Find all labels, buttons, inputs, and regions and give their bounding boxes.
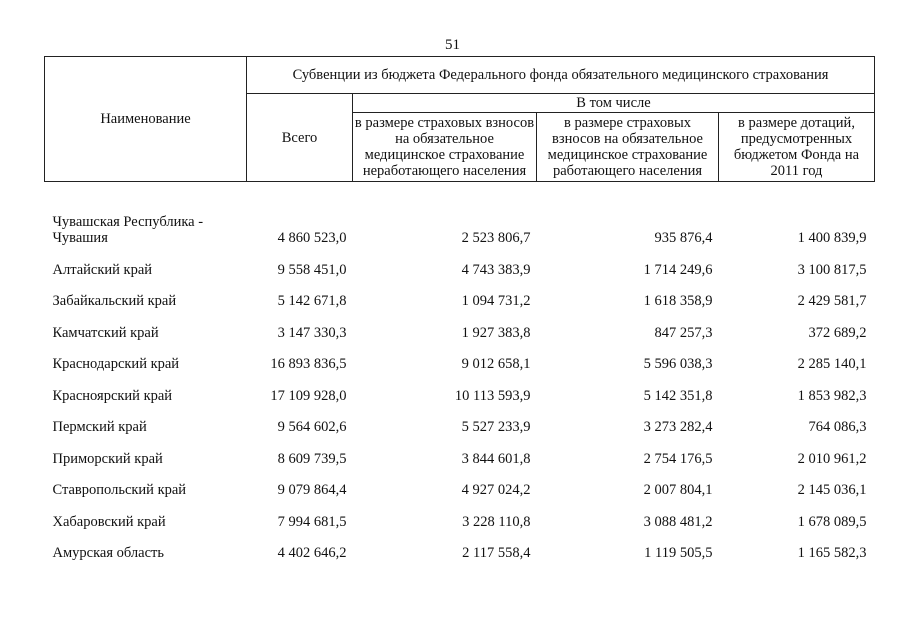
value-nonworking: 5 527 233,9	[461, 419, 531, 435]
header-including: В том числе	[353, 94, 875, 113]
table-row	[45, 498, 875, 530]
value-subsidies: 1 165 582,3	[797, 545, 867, 561]
value-subsidies: 1 678 089,5	[797, 513, 867, 530]
value-subsidies: 3 100 817,5	[797, 261, 867, 278]
value-total: 5 142 671,8	[277, 293, 347, 309]
value-working: 1 119 505,5	[644, 545, 713, 561]
value-nonworking: 4 927 024,2	[461, 482, 531, 498]
header-total: Всего	[247, 94, 353, 182]
region-name: Приморский край	[52, 450, 163, 467]
value-working: 2 754 176,5	[643, 450, 713, 467]
value-subsidies: 2 145 036,1	[797, 482, 867, 498]
value-working: 3 273 282,4	[643, 419, 713, 435]
value-total: 8 609 739,5	[277, 450, 347, 467]
value-nonworking: 10 113 593,9	[454, 387, 531, 404]
region-name: Пермский край	[52, 419, 147, 435]
header-subventions: Субвенции из бюджета Федерального фонда обязательного медицинского страхования	[247, 57, 875, 94]
header-working: в размере страховых взносов на обязательное медицинское страхование работающего населения	[537, 113, 719, 182]
table-row	[45, 530, 875, 562]
value-total: 7 994 681,5	[277, 513, 347, 530]
table-row	[45, 435, 875, 467]
value-total: 9 564 602,6	[277, 419, 347, 435]
value-working: 847 257,3	[654, 324, 713, 341]
table-body	[45, 182, 875, 562]
value-total: 9 079 864,4	[277, 482, 347, 498]
value-subsidies: 764 086,3	[808, 419, 867, 435]
value-subsidies: 1 400 839,9	[797, 230, 867, 246]
region-name: Ставропольский край	[52, 482, 187, 498]
table-row	[45, 467, 875, 499]
region-name: Амурская область	[52, 545, 164, 561]
value-total: 16 893 836,5	[270, 356, 347, 372]
value-subsidies: 2 429 581,7	[797, 293, 867, 309]
region-name: Краснодарский край	[52, 356, 180, 372]
table-row	[45, 372, 875, 404]
value-working: 3 088 481,2	[643, 513, 713, 530]
value-total: 17 109 928,0	[270, 387, 347, 404]
value-working: 2 007 804,1	[643, 482, 713, 498]
value-working: 935 876,4	[654, 230, 713, 246]
value-subsidies: 2 010 961,2	[797, 450, 867, 467]
value-working: 1 714 249,6	[643, 261, 713, 278]
region-name: Чувашская Республика - Чувашия	[52, 214, 204, 246]
value-subsidies: 2 285 140,1	[797, 356, 867, 372]
table-header	[45, 57, 875, 182]
table-row	[45, 246, 875, 278]
page-number: 51	[445, 37, 460, 53]
region-name: Красноярский край	[52, 387, 173, 404]
value-total: 4 402 646,2	[277, 545, 347, 561]
region-name: Алтайский край	[52, 261, 153, 278]
value-nonworking: 3 844 601,8	[461, 450, 531, 467]
value-working: 5 142 351,8	[643, 387, 713, 404]
table-row	[45, 214, 875, 246]
value-nonworking: 1 927 383,8	[461, 324, 531, 341]
value-subsidies: 1 853 982,3	[797, 387, 867, 404]
region-name: Хабаровский край	[52, 513, 166, 530]
header-name: Наименование	[45, 57, 247, 182]
header-nonworking: в размере страховых взносов на обязательное медицинское страхование неработающего населения	[353, 113, 537, 182]
value-nonworking: 9 012 658,1	[461, 356, 531, 372]
value-subsidies: 372 689,2	[808, 324, 867, 341]
header-spacer	[45, 182, 875, 215]
value-total: 4 860 523,0	[277, 230, 347, 246]
value-working: 5 596 038,3	[643, 356, 713, 372]
value-total: 3 147 330,3	[277, 324, 347, 341]
table-row	[45, 404, 875, 436]
subventions-table	[44, 56, 875, 561]
header-subsidies: в размере дотаций, предусмотренных бюджетом Фонда на 2011 год	[719, 113, 875, 182]
value-nonworking: 2 117 558,4	[462, 545, 531, 561]
table-row	[45, 309, 875, 341]
value-total: 9 558 451,0	[277, 261, 347, 278]
value-nonworking: 1 094 731,2	[461, 293, 531, 309]
value-nonworking: 2 523 806,7	[461, 230, 531, 246]
value-nonworking: 4 743 383,9	[461, 261, 531, 278]
region-name: Забайкальский край	[52, 293, 177, 309]
table-row	[45, 278, 875, 310]
region-name: Камчатский край	[52, 324, 159, 341]
value-working: 1 618 358,9	[643, 293, 713, 309]
value-nonworking: 3 228 110,8	[462, 513, 531, 530]
table-row	[45, 341, 875, 373]
